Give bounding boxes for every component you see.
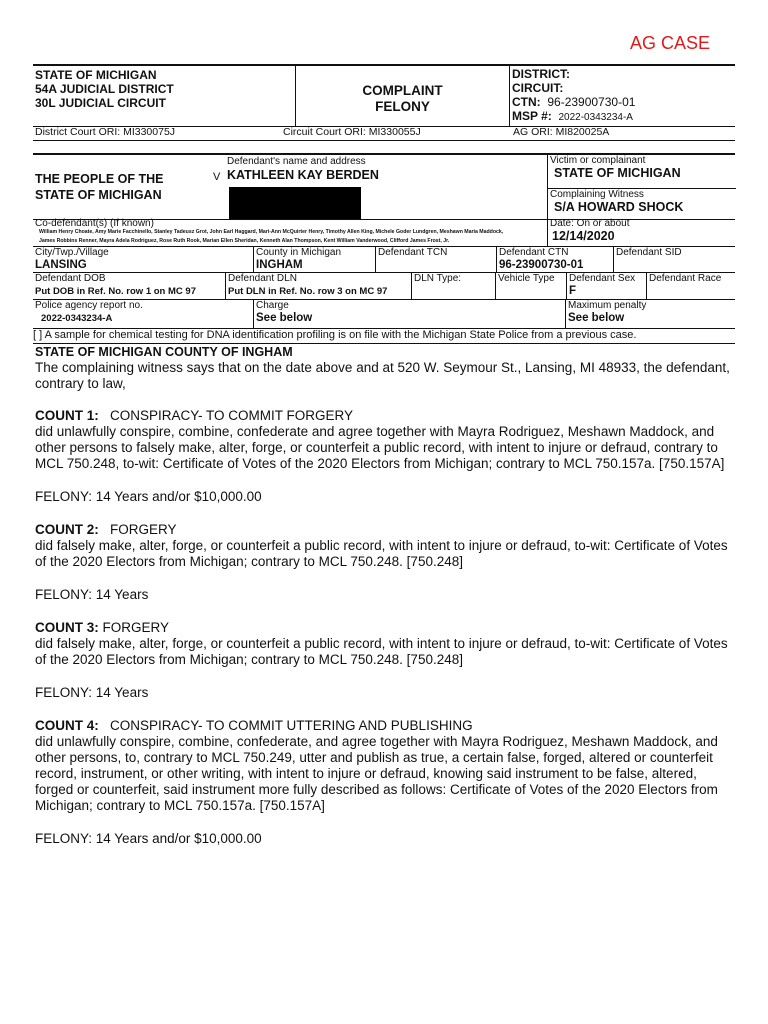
def-ctn-cell bbox=[496, 247, 613, 272]
city-label: City/Twp./Village bbox=[35, 247, 109, 258]
codefendants-label: Co-defendant(s) (If known) bbox=[35, 218, 154, 229]
offense-date-value: 12/14/2020 bbox=[552, 229, 615, 243]
count-4-heading bbox=[35, 718, 735, 734]
count-2-heading bbox=[35, 522, 735, 538]
dob-value: Put DOB in Ref. No. row 1 on MC 97 bbox=[35, 286, 196, 297]
penalty-cell bbox=[565, 300, 735, 328]
ctn-row bbox=[512, 95, 735, 109]
county-cell bbox=[253, 247, 375, 272]
county-label: County in Michigan bbox=[256, 247, 342, 258]
people-line-1: THE PEOPLE OF THE bbox=[35, 172, 164, 186]
tcn-label: Defendant TCN bbox=[378, 247, 448, 258]
people-label bbox=[35, 171, 164, 203]
ag-case-stamp: AG CASE bbox=[630, 33, 711, 53]
court-block bbox=[33, 66, 296, 126]
sex-value: F bbox=[569, 285, 577, 297]
witness-value: S/A HOWARD SHOCK bbox=[554, 200, 684, 214]
court-line-circuit: 30L JUDICIAL CIRCUIT bbox=[35, 96, 166, 110]
codefendants-block bbox=[33, 218, 735, 247]
police-cell bbox=[33, 300, 253, 328]
count-4-title: CONSPIRACY- TO COMMIT UTTERING AND PUBLISHING bbox=[110, 718, 473, 733]
dln-type-cell bbox=[411, 273, 495, 299]
dna-checkbox-line: [ ] A sample for chemical testing for DNA identification profiling is on file with the Michigan State Police from a previous case. bbox=[33, 329, 735, 344]
vehicle-cell bbox=[495, 273, 566, 299]
def-ctn-label: Defendant CTN bbox=[499, 247, 569, 258]
ctn-label: CTN: bbox=[512, 95, 541, 109]
title-block bbox=[296, 66, 510, 126]
ag-ori: AG ORI: MI820025A bbox=[513, 126, 610, 138]
msp-value: 2022-0343234-A bbox=[558, 112, 633, 123]
sex-cell bbox=[566, 273, 646, 299]
form-header bbox=[33, 64, 735, 127]
race-label: Defendant Race bbox=[649, 273, 722, 284]
count-2-label: COUNT 2: bbox=[35, 522, 99, 537]
count-1-label: COUNT 1: bbox=[35, 408, 99, 423]
codefendants-line-1: William Henry Choate, Amy Marie Facchinello, Stanley Tadeusz Grot, John Earl Haggard, Mari-Ann McQuirter Henry, Timothy Allen King, Michele Goder Lundgren, Meshawn Maria Maddock, bbox=[39, 229, 504, 235]
defendant-label: Defendant's name and address bbox=[227, 156, 366, 167]
police-label: Police agency report no. bbox=[35, 300, 143, 311]
defendant-name: KATHLEEN KAY BERDEN bbox=[227, 168, 379, 182]
offense-date-label: Date: On or about bbox=[550, 218, 630, 229]
location-row bbox=[33, 247, 735, 273]
county-value: INGHAM bbox=[256, 259, 303, 271]
police-value: 2022-0343234-A bbox=[41, 313, 113, 324]
witness-cell bbox=[548, 188, 736, 214]
court-line-district: 54A JUDICIAL DISTRICT bbox=[35, 82, 174, 96]
count-1-title: CONSPIRACY- TO COMMIT FORGERY bbox=[110, 408, 354, 423]
dln-type-label: DLN Type: bbox=[414, 273, 462, 284]
dob-label: Defendant DOB bbox=[35, 273, 106, 284]
penalty-value: See below bbox=[568, 312, 625, 324]
count-3-heading bbox=[35, 620, 735, 636]
circuit-ori: Circuit Court ORI: MI330055J bbox=[283, 126, 421, 138]
charge-label: Charge bbox=[256, 300, 289, 311]
identity-row bbox=[33, 273, 735, 300]
dln-label: Defendant DLN bbox=[228, 273, 297, 284]
charge-row bbox=[33, 300, 735, 329]
city-value: LANSING bbox=[35, 259, 87, 271]
penalty-label: Maximum penalty bbox=[568, 300, 647, 311]
court-line-state: STATE OF MICHIGAN bbox=[35, 68, 157, 82]
district-label: DISTRICT: bbox=[512, 67, 570, 81]
parties-block bbox=[33, 153, 735, 220]
tcn-cell bbox=[375, 247, 496, 272]
vehicle-label: Vehicle Type bbox=[498, 273, 555, 284]
district-ori: District Court ORI: MI330075J bbox=[35, 126, 176, 138]
count-3-penalty: FELONY: 14 Years bbox=[35, 685, 149, 700]
form-subtitle: FELONY bbox=[375, 99, 430, 114]
count-3-title: FORGERY bbox=[102, 620, 170, 635]
msp-label: MSP #: bbox=[512, 109, 552, 123]
victim-column bbox=[547, 155, 736, 219]
form-title: COMPLAINT bbox=[362, 83, 443, 98]
ori-row bbox=[33, 126, 735, 141]
race-cell bbox=[646, 273, 735, 299]
intro-paragraph: The complaining witness says that on the date above and at 520 W. Seymour St., Lansing, MI 48933, the defendant, contrary to law, bbox=[35, 360, 730, 391]
count-1-heading bbox=[35, 408, 735, 424]
sex-label: Defendant Sex bbox=[569, 273, 636, 284]
count-1-penalty: FELONY: 14 Years and/or $10,000.00 bbox=[35, 489, 262, 504]
dln-cell bbox=[225, 273, 411, 299]
witness-label: Complaining Witness bbox=[550, 189, 644, 200]
ctn-value: 96-23900730-01 bbox=[547, 95, 636, 109]
victim-value: STATE OF MICHIGAN bbox=[554, 166, 681, 180]
offense-date-cell bbox=[547, 218, 736, 246]
count-4-label: COUNT 4: bbox=[35, 718, 99, 733]
codefendants-line-2: James Robbins Renner, Mayra Adela Rodriguez, Rose Ruth Rook, Marian Ellen Sheridan, Kenneth Alan Thompson, Kent William Vanderwood, Clifford James Frost, Jr. bbox=[39, 238, 450, 244]
count-3-label: COUNT 3: bbox=[35, 620, 99, 635]
count-2-text: did falsely make, alter, forge, or counterfeit a public record, with intent to injure or defraud, to-wit: Certificate of Votes of the 2020 Electors from Michigan; contrary to MCL 750.248. [750.248] bbox=[35, 538, 728, 569]
complaint-body bbox=[35, 344, 735, 847]
city-cell bbox=[33, 247, 253, 272]
people-line-2: STATE OF MICHIGAN bbox=[35, 188, 162, 202]
victim-label: Victim or complainant bbox=[550, 155, 646, 166]
count-4-text: did unlawfully conspire, combine, confederate, and agree together with Mayra Rodriguez, Meshawn Maddock, and other persons, to, contrary to MCL 750.249, utter and publish as true, a certain false, forged, altered or counterfeit record, instrument, or other writing, with intent to injure or defraud, knowing said instrument to be false, altered, forged or counterfeit, said instrument more fully described as follows: Certificate of Votes of the 2020 Electors from Michigan; contrary to MCL 750.157a. [750.157A] bbox=[35, 734, 718, 813]
codefendants-names bbox=[39, 228, 539, 246]
redaction-box bbox=[229, 187, 361, 219]
count-4-penalty: FELONY: 14 Years and/or $10,000.00 bbox=[35, 831, 262, 846]
msp-row bbox=[512, 109, 735, 125]
count-3-text: did falsely make, alter, forge, or counterfeit a public record, with intent to injure or defraud, to-wit: Certificate of Votes of the 2020 Electors from Michigan; contrary to MCL 750.248. [750.248] bbox=[35, 636, 728, 667]
versus-mark: V bbox=[213, 171, 221, 183]
charge-cell bbox=[253, 300, 565, 328]
sid-label: Defendant SID bbox=[616, 247, 682, 258]
county-heading: STATE OF MICHIGAN COUNTY OF INGHAM bbox=[35, 345, 293, 359]
count-2-penalty: FELONY: 14 Years bbox=[35, 587, 149, 602]
count-1-text: did unlawfully conspire, combine, confederate and agree together with Mayra Rodriguez, Meshawn Maddock, and other persons to falsely make, alter, forge, or counterfeit a public record, with intent to injure or defraud, contrary to MCL 750.248, to-wit: Certificate of Votes of the 2020 Electors from Michigan; contrary to MCL 750.157a. [750.157A] bbox=[35, 424, 725, 471]
def-ctn-value: 96-23900730-01 bbox=[499, 259, 584, 271]
sid-cell bbox=[613, 247, 735, 272]
district-block bbox=[510, 66, 735, 126]
dln-value: Put DLN in Ref. No. row 3 on MC 97 bbox=[228, 286, 388, 297]
dob-cell bbox=[33, 273, 225, 299]
charge-value: See below bbox=[256, 312, 313, 324]
circuit-label: CIRCUIT: bbox=[512, 81, 564, 95]
count-2-title: FORGERY bbox=[110, 522, 177, 537]
